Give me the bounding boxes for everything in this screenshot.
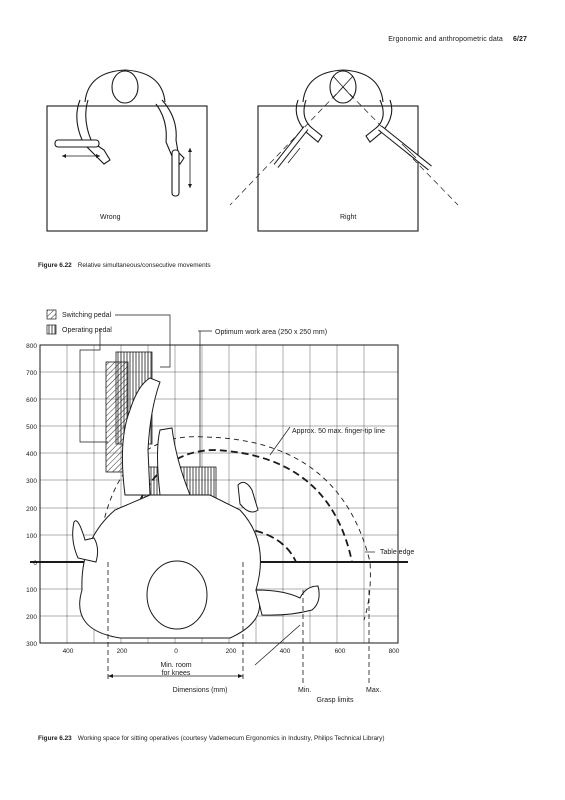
x-tick: 600 — [334, 648, 346, 655]
table-edge-label: Table edge — [380, 549, 415, 556]
figure-6-22-illustration — [0, 0, 565, 260]
y-tick: 100 — [26, 587, 37, 594]
y-tick: 800 — [26, 343, 37, 350]
y-tick: 300 — [26, 478, 37, 485]
optimum-area-label: Optimum work area (250 x 250 mm) — [215, 329, 328, 336]
wrong-panel — [47, 70, 207, 231]
operator-leg-right — [158, 428, 191, 495]
x-tick: 0 — [174, 648, 178, 655]
legend-switching-pedal: Switching pedal — [62, 312, 112, 319]
legend-operating-pedal: Operating pedal — [62, 327, 112, 334]
legend — [47, 310, 112, 334]
wrong-table — [47, 106, 207, 231]
grasp-limits-label: Grasp limits — [316, 697, 354, 704]
dimensions-label: Dimensions (mm) — [172, 687, 228, 694]
y-tick: 200 — [26, 506, 37, 513]
figure-6-22-caption-text: Relative simultaneous/consecutive movements — [77, 262, 211, 269]
page-number: 6/27 — [512, 36, 527, 43]
y-tick: 400 — [26, 451, 37, 458]
operator-hand-right — [238, 482, 258, 512]
figure-6-22-caption — [38, 262, 211, 269]
y-tick: 700 — [26, 370, 37, 377]
y-tick: 300 — [26, 641, 37, 648]
right-label: Right — [340, 214, 357, 221]
y-tick: 600 — [26, 397, 37, 404]
operating-pedal-swatch — [47, 325, 56, 334]
min-room-label-line2: for knees — [161, 670, 191, 677]
finger-tip-label: Approx. 50 max. finger-tip line — [292, 428, 385, 435]
min-room-label-line1: Min. room — [160, 662, 192, 669]
operator-arm-right — [256, 586, 319, 615]
x-tick: 800 — [388, 648, 400, 655]
switching-pedal-swatch — [47, 310, 56, 319]
grasp-min-label: Min. — [298, 687, 312, 694]
right-panel — [230, 70, 458, 231]
y-tick: 500 — [26, 424, 37, 431]
figure-6-23-caption-text: Working space for sitting operatives (courtesy Vademecum Ergonomics in Industry, Philips Technical Library) — [77, 735, 385, 742]
right-table — [258, 106, 418, 231]
figure-6-23-number: Figure 6.23 — [38, 735, 72, 742]
figure-6-22-number: Figure 6.22 — [38, 262, 72, 269]
operator-head — [147, 561, 207, 629]
figure-6-23-caption — [38, 735, 385, 742]
grasp-max-label: Max. — [366, 687, 382, 694]
x-tick: 400 — [279, 648, 291, 655]
x-axis-ticks — [63, 648, 400, 655]
wrong-label: Wrong — [100, 214, 121, 221]
y-tick: 200 — [26, 614, 37, 621]
figure-6-23-diagram — [0, 290, 565, 720]
y-axis-ticks — [26, 343, 37, 648]
x-tick: 400 — [62, 648, 74, 655]
x-tick: 200 — [225, 648, 237, 655]
y-tick: 100 — [26, 533, 37, 540]
running-title: Ergonomic and anthropometric data — [388, 36, 503, 43]
x-tick: 200 — [116, 648, 128, 655]
y-tick: 0 — [33, 560, 37, 567]
